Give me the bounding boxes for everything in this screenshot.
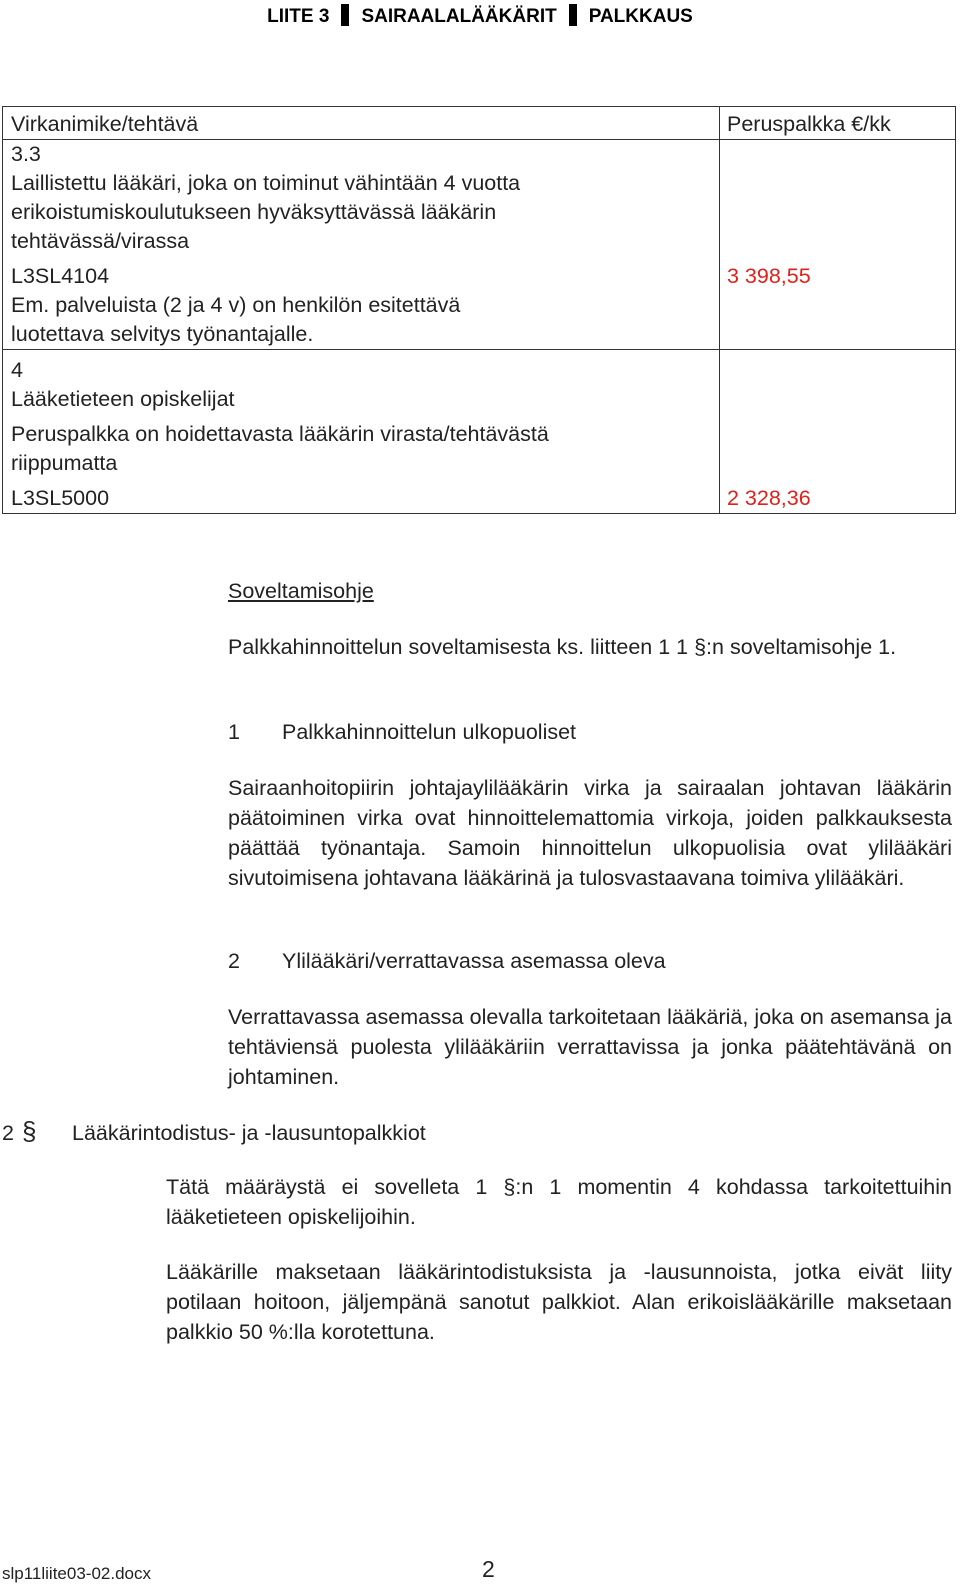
salary-table (2, 106, 956, 514)
soveltamisohje-intro: Palkkahinnoittelun soveltamisesta ks. liitteen 1 1 §:n soveltamisohje 1. (228, 635, 897, 659)
table-row: 4 Lääketieteen opiskelijat Peruspalkka on hoidettavasta lääkärin virasta/tehtävästä riippumatta L3SL5000 2 328,36 (3, 350, 956, 514)
row-number: 3.3 (11, 142, 41, 166)
salary-value: 3 398,55 (727, 264, 811, 288)
row-title: Lääketieteen opiskelijat (11, 387, 235, 411)
soveltamisohje-title: Soveltamisohje (228, 579, 374, 603)
header-topic: PALKKAUS (588, 6, 693, 27)
header-separator (341, 4, 349, 26)
header-group: SAIRAALALÄÄKÄRIT (361, 6, 557, 27)
item2-heading: 2 Ylilääkäri/verrattavassa asemassa oleva (228, 949, 666, 973)
section-paragraph: Lääkärille maksetaan lääkärintodistuksista ja -lausunnoista, jotka eivät liity potilaan hoitoon, jäljempänä sanotut palkkiot. Alan erikoislääkärille maksetaan palkkio 50 %:lla korotettuna. (166, 1260, 952, 1344)
item2-text: Verrattavassa asemassa olevalla tarkoitetaan lääkäriä, joka on asemansa ja tehtäviensä puolesta ylilääkäriin verrattavissa ja jonka päätehtävänä on johtaminen. (228, 1005, 952, 1089)
item1-text: Sairaanhoitopiirin johtajaylilääkärin virka ja sairaalan johtavan lääkärin päätoiminen virka ovat hinnoittelemattomia virkoja, joiden palkkauksesta päättää työnantaja. Samoin hinnoittelun ulkopuolisia ovat ylilääkäri sivutoimisena johtavana lääkärinä ja tulosvastaavana toimiva ylilääkäri. (228, 776, 952, 890)
header-separator (569, 4, 577, 26)
section-heading: 2 § Lääkärintodistus- ja -lausuntopalkkiot (2, 1116, 426, 1146)
page-number: 2 (482, 1556, 495, 1582)
section-symbol: § (22, 1116, 37, 1146)
header-cell-title: Virkanimike/tehtävä (3, 107, 720, 140)
header-cell-salary: Peruspalkka €/kk (720, 107, 956, 140)
footer-filename: slp11liite03-02.docx (2, 1564, 151, 1583)
header-attachment: LIITE 3 (267, 6, 330, 27)
salary-code: L3SL4104 (11, 264, 110, 288)
salary-value: 2 328,36 (727, 486, 811, 510)
item1-heading: 1 Palkkahinnoittelun ulkopuoliset (228, 720, 577, 744)
table-row: 3.3 Laillistettu lääkäri, joka on toiminut vähintään 4 vuotta erikoistumiskoulutukseen hyväksyttävässä lääkärin tehtävässä/virassa L3SL4104 Em. palveluista (2 ja 4 v) on henkilön esitettävä luotettava selvitys työnantajalle. 3 398,55 (3, 140, 956, 350)
section-paragraph: Tätä määräystä ei sovelleta 1 §:n 1 momentin 4 kohdassa tarkoitettuihin lääketieteen opiskelijoihin. (166, 1175, 952, 1229)
table-header-row (3, 107, 956, 140)
salary-code: L3SL5000 (11, 486, 110, 510)
document-header (0, 4, 960, 29)
row-number: 4 (11, 358, 23, 382)
